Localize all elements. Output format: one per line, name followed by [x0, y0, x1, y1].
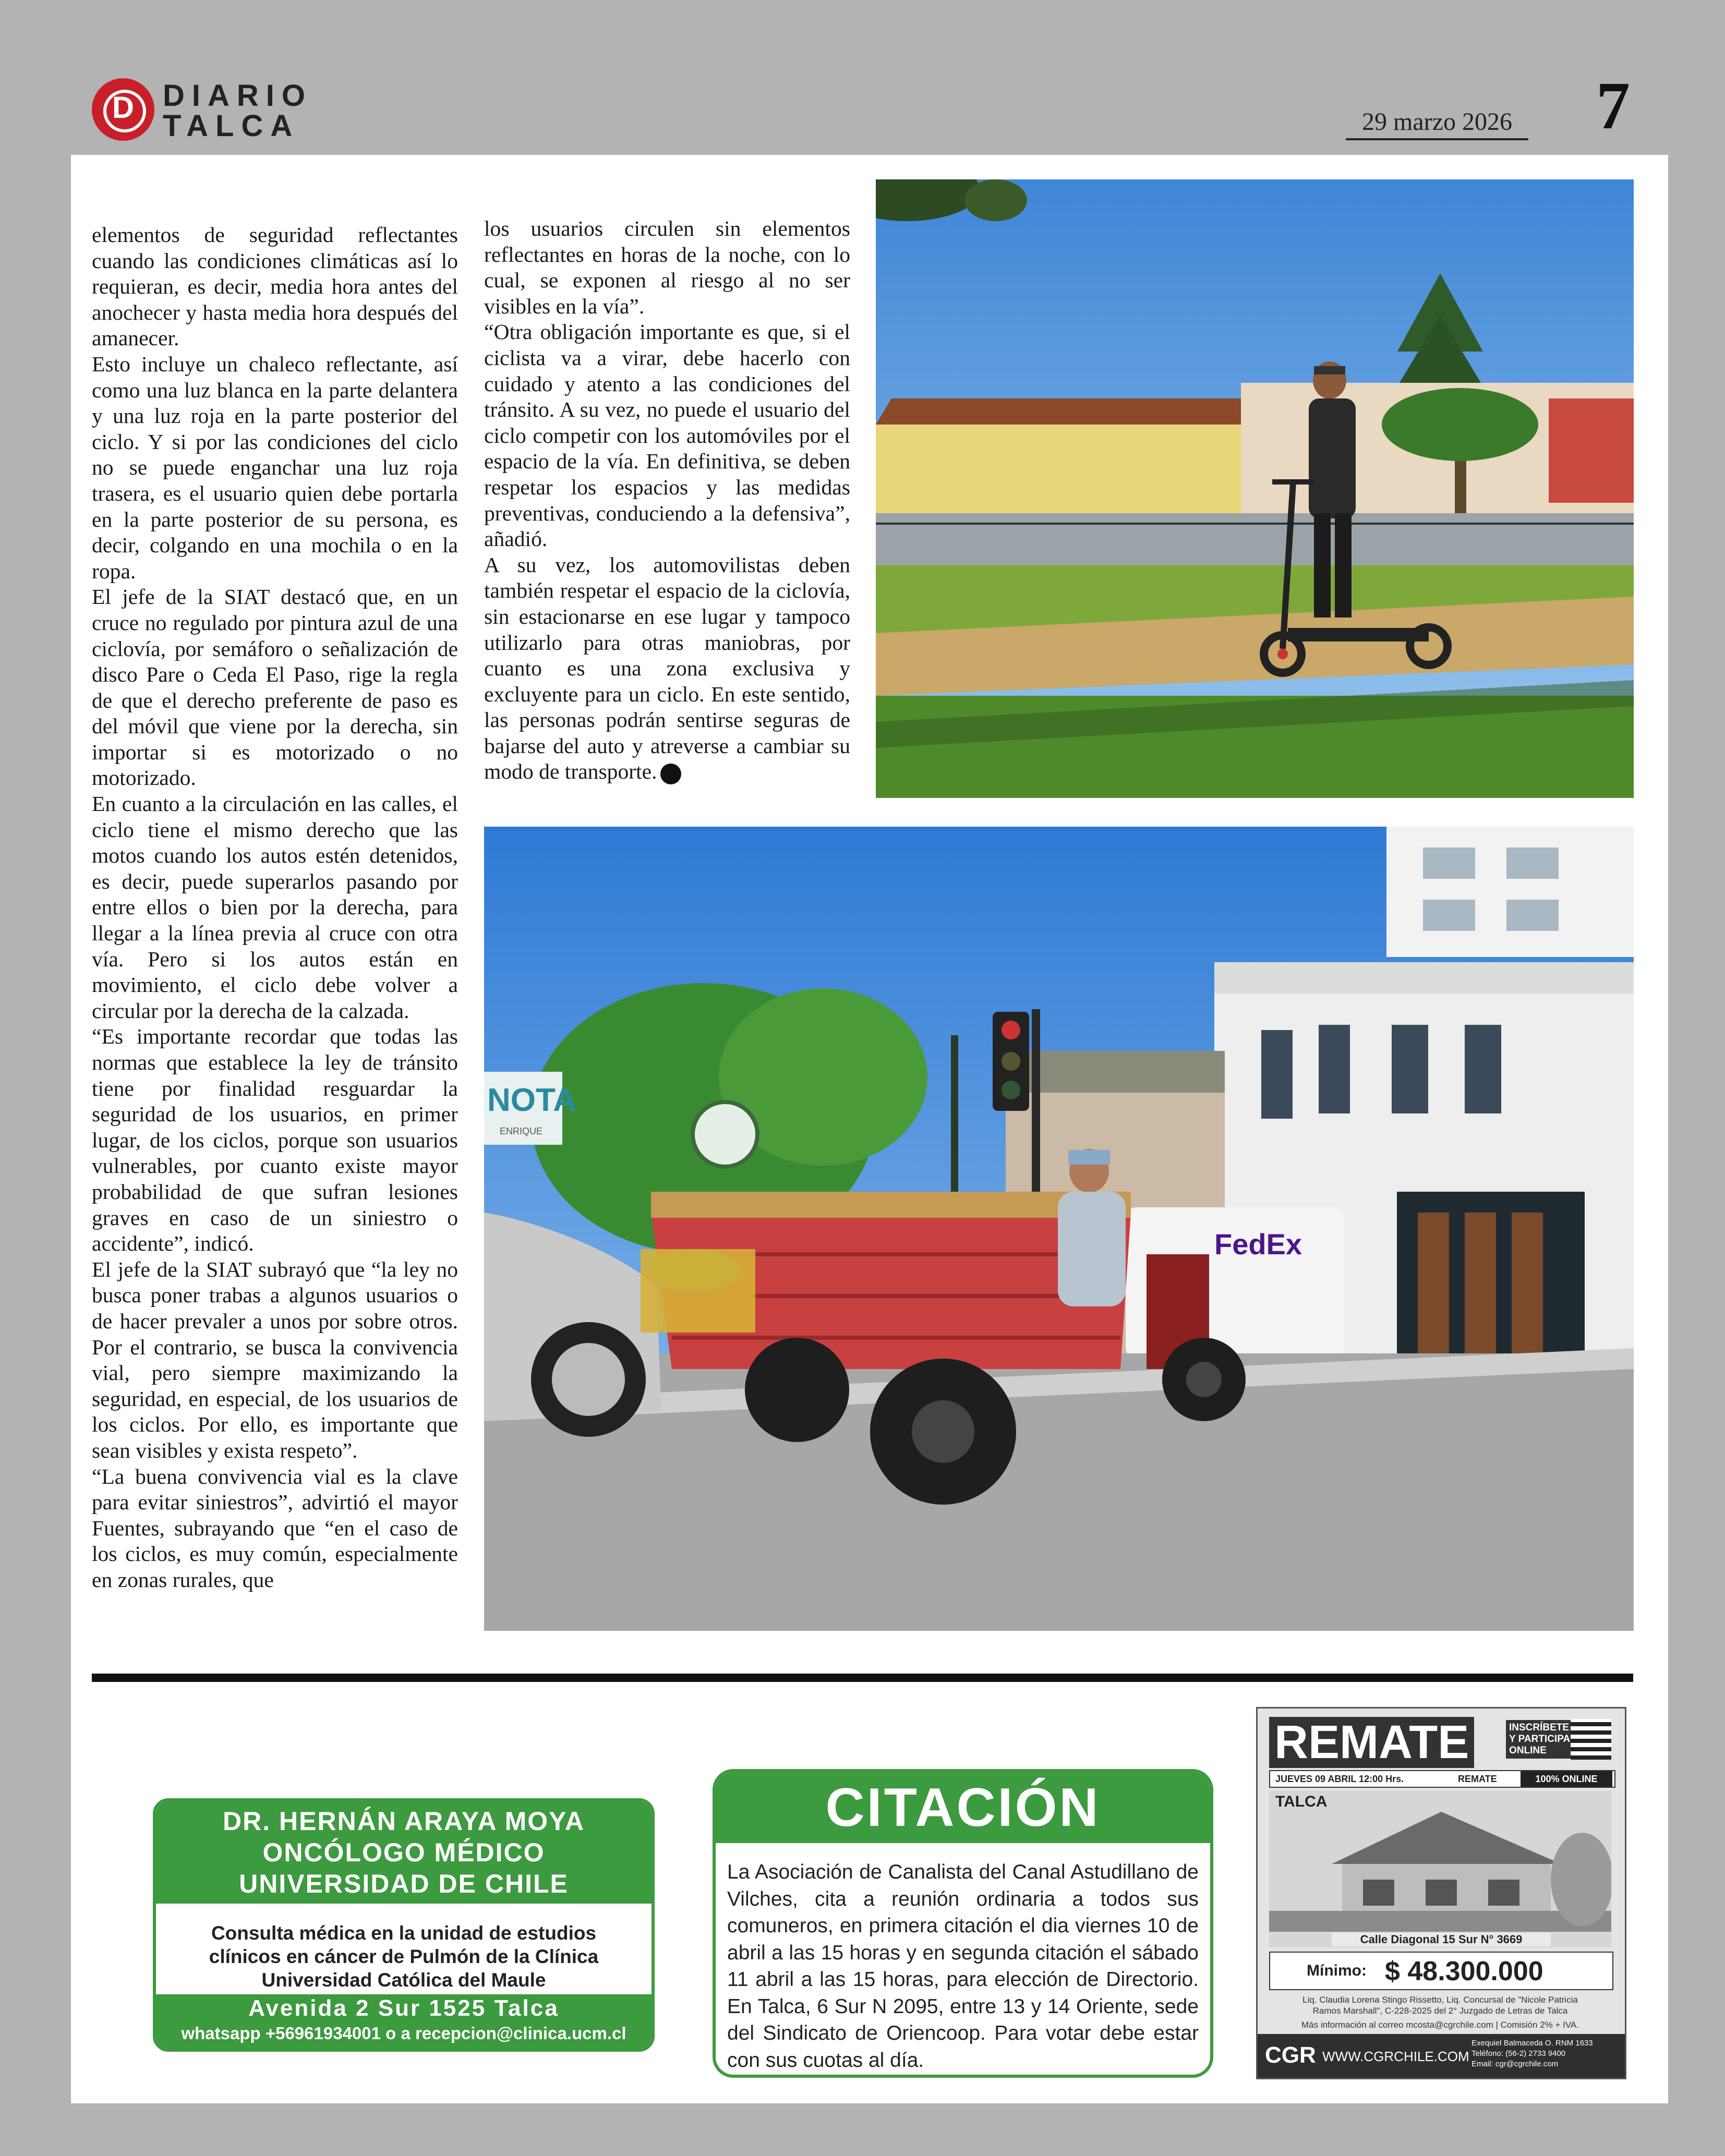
ad-remate-cta-line: Y PARTICIPA [1509, 1734, 1571, 1745]
brand-name-line1: DIARIO [163, 79, 312, 113]
article-column-1 [92, 222, 458, 1593]
ad-doctor-body-line: clínicos en cáncer de Pulmón de la Clínica [209, 1946, 599, 1967]
ad-citacion [713, 1769, 1213, 2078]
ad-doctor-body-line: Consulta médica en la unidad de estudios [211, 1922, 597, 1944]
ad-remate-title: REMATE [1269, 1717, 1474, 1768]
ad-remate-liquidator [1269, 1994, 1611, 2016]
ad-remate-contact [1471, 2038, 1593, 2069]
ad-remate-cta [1506, 1720, 1573, 1759]
ad-remate-contact-line: Exequiel Balmaceda O. RNM 1633 [1471, 2039, 1593, 2048]
end-of-article-mark [660, 764, 681, 784]
paragraph: los usuarios circulen sin elementos reflectantes en horas de la noche, con lo cual, se exponen al riesgo al no ser visibles en la vía”. [484, 216, 850, 318]
page-number: 7 [1596, 68, 1630, 143]
issue-date: 29 marzo 2026 [1346, 107, 1528, 140]
ad-remate-date: JUEVES 09 ABRIL 12:00 Hrs. [1275, 1774, 1404, 1784]
ad-remate-liq-line: Ramos Marshall", C-228-2025 del 2° Juzgado de Letras de Talca [1312, 2006, 1568, 2016]
brand-name-line2: TALCA [163, 109, 300, 143]
ad-remate-house-photo [1269, 1791, 1611, 1947]
paragraph: El jefe de la SIAT subrayó que “la ley no busca poner trabas a algunos usuarios o de hacer prevaler a unos por sobre otros. Por el contrario, se busca la convivencia vial, pero siempre maximizando la seguridad, en especial, de los usuarios de los ciclos. Por ello, es importante que sean visibles y exista respeto”. [92, 1257, 458, 1462]
paragraph-text: A su vez, los automovilistas deben también respetar el espacio de la ciclovía, sin estacionarse en ese lugar y tampoco utilizarlo para otras maniobras, por cuanto es una zona exclusiva y excluyente para un ciclo. En este sentido, las personas podrán sentirse seguras de bajarse del auto y atreverse a cambiar su modo de transporte. [484, 552, 850, 784]
ad-remate-date-bar [1269, 1770, 1615, 1788]
ad-remate-contact-line: Teléfono: (56-2) 2733 9400 [1471, 2049, 1566, 2058]
ad-doctor-specialty: ONCÓLOGO MÉDICO [262, 1838, 545, 1867]
ad-remate-footer [1258, 2034, 1625, 2078]
paragraph: “Otra obligación importante es que, si el ciclista va a virar, debe hacerlo con cuidado y atento a las condiciones del tránsito. A su vez, no puede el usuario del ciclo competir con los automóviles por el espacio de la vía. En definitiva, se deben respetar los espacios y las medidas preventivas, conduciendo a la defensiva”, añadió. [484, 320, 850, 551]
diario-talca-logo [92, 78, 154, 141]
paragraph: El jefe de la SIAT destacó que, en un cruce no regulado por pintura azul de una ciclovía, por semáforo o señalización de disco Pare o Ceda El Paso, rige la regla de que el derecho preferente de paso es del móvil que viene por la derecha, sin importar si es motorizado o no motorizado. [92, 585, 458, 790]
ad-remate-city: TALCA [1275, 1793, 1328, 1810]
shop-sign-small-text: ENRIQUE [500, 1126, 543, 1136]
ad-remate-contact-line: Email: cgr@cgrchile.com [1471, 2060, 1559, 2068]
ad-remate-info: Más información al correo mcosta@cgrchile.com | Comisión 2% + IVA. [1301, 2020, 1579, 2030]
ad-doctor-header [156, 1801, 652, 1904]
ad-citacion-body: La Asociación de Canalista del Canal Astudillano de Vilches, cita a reunión ordinaria a todos sus comuneros, en primera citación el dia viernes 10 de abril a las 15 horas y en segunda citación el sábado 11 abril a las 15 horas, para elección de Directorio. En Talca, 6 Sur N 2095, entre 13 y 14 Oriente, sede del Sindicato de Oriencoop. Para votar debe estar con sus cuotas al día. [727, 1861, 1199, 2072]
ad-doctor-university: UNIVERSIDAD DE CHILE [239, 1869, 569, 1898]
van-logo-text: FedEx [1214, 1228, 1302, 1261]
ad-remate-minimum [1269, 1952, 1613, 1990]
paragraph: En cuanto a la circulación en las calles, el ciclo tiene el mismo derecho que las motos cuando los autos estén detenidos, es decir, puede superarlos pasando por entre ellos o bien por la derecha, para llegar a la línea previa al cruce con otra vía. Pero si los autos están en movimiento, el ciclo debe volver a circular por la derecha de la calzada. [92, 792, 458, 1023]
ad-doctor-address: Avenida 2 Sur 1525 Talca [248, 1995, 559, 2021]
shop-sign-text: NOTA [487, 1082, 577, 1118]
ad-citacion-title: CITACIÓN [716, 1772, 1210, 1843]
ad-doctor [153, 1798, 655, 2052]
ad-doctor-body [156, 1904, 652, 1992]
ad-remate-cta-line: INSCRÍBETE [1509, 1722, 1570, 1733]
paragraph: elementos de seguridad reflectantes cuando las condiciones climáticas así lo requieran, es decir, media hora antes del anochecer y hasta media hora después del amanecer. [92, 223, 458, 350]
paragraph [484, 552, 850, 785]
ad-remate-min-value: $ 48.300.000 [1385, 1956, 1543, 1987]
article-column-2 [484, 216, 850, 785]
ad-remate-min-label: Mínimo: [1307, 1962, 1367, 1979]
ad-doctor-footer [156, 1994, 652, 2049]
ad-remate-address: Calle Diagonal 15 Sur N° 3669 [1360, 1933, 1523, 1946]
cgr-logo: CGR [1265, 2042, 1316, 2068]
paragraph: Esto incluye un chaleco reflectante, así como una luz blanca en la parte delantera y una luz roja en la parte posterior del ciclo. Y si por las condiciones del ciclo no se puede enganchar una luz roja trasera, es el usuario quien debe portarla en la parte posterior de su persona, es decir, colgando en una mochila o en la ropa. [92, 352, 458, 583]
ad-doctor-contact: whatsapp +56961934001 o a recepcion@clinica.ucm.cl [181, 2024, 626, 2043]
ad-remate-liq-line: Liq. Claudia Lorena Stingo Rissetto, Liq. Concursal de "Nicole Patricia [1302, 1995, 1578, 2005]
ad-doctor-name: DR. HERNÁN ARAYA MOYA [223, 1807, 585, 1836]
paragraph: “La buena convivencia vial es la clave para evitar siniestros”, advirtió el mayor Fuentes, subrayando que “en el caso de los ciclos, es muy común, especialmente en zonas rurales, que [92, 1464, 458, 1592]
logo-letter: D [112, 91, 134, 125]
photo-street-cart [484, 827, 1634, 1631]
ad-remate-website: WWW.CGRCHILE.COM [1322, 2049, 1469, 2064]
qr-code-icon [1571, 1719, 1611, 1760]
section-divider [92, 1674, 1633, 1682]
ad-doctor-body-line: Universidad Católica del Maule [261, 1969, 546, 1991]
ad-remate [1256, 1707, 1626, 2079]
paragraph: “Es importante recordar que todas las normas que establece la ley de tránsito tiene por finalidad resguardar la seguridad de los usuarios, en primer lugar, de los ciclos, porque son usuarios vulnerables, por cuanto existe mayor probabilidad de que sufran lesiones graves en caso de un siniestro o accidente”, indicó. [92, 1024, 458, 1256]
photo-scooter-rider [876, 179, 1634, 798]
ad-remate-tag: REMATE [1458, 1774, 1497, 1784]
ad-remate-online-tag: 100% ONLINE [1521, 1771, 1612, 1787]
ad-remate-cta-line: ONLINE [1509, 1745, 1547, 1756]
